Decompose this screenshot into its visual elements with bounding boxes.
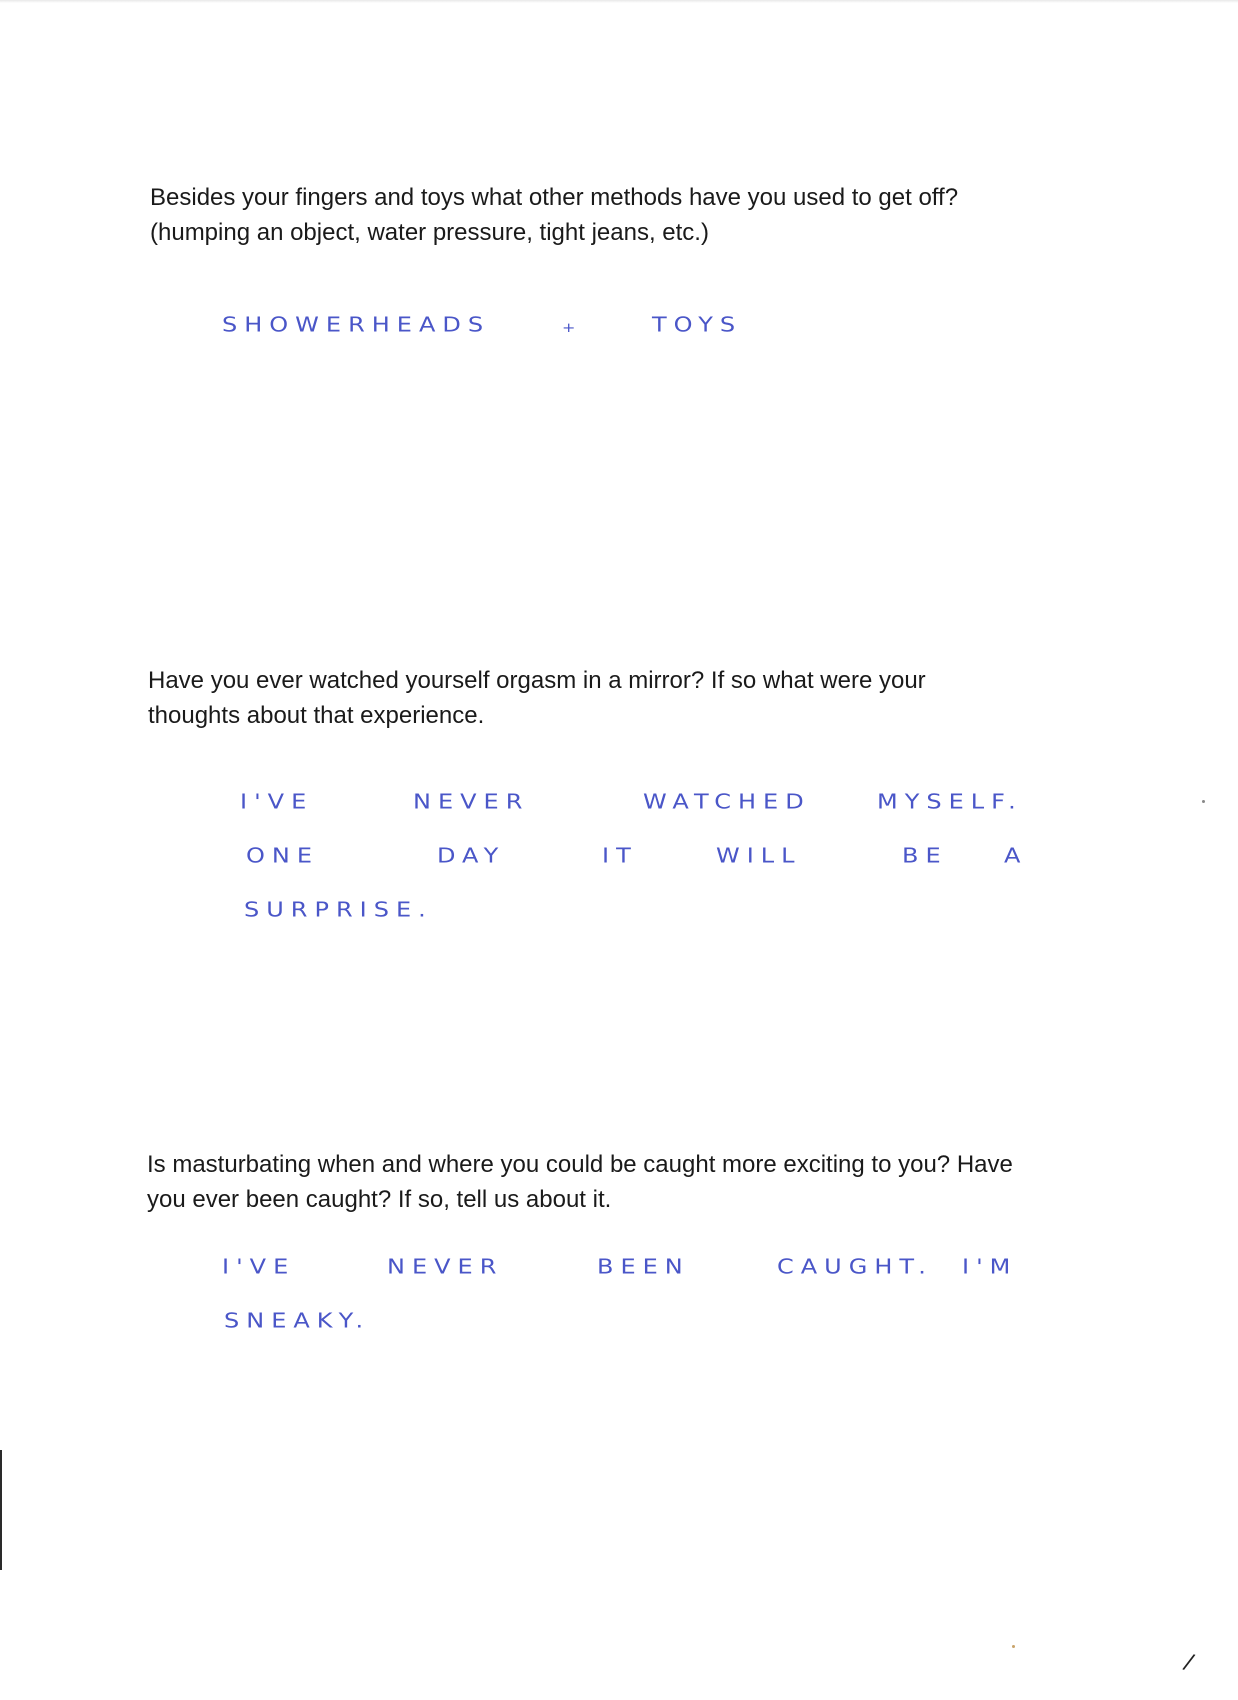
question-3-line-2: you ever been caught? If so, tell us about it.	[147, 1186, 612, 1213]
answer-2-line-2	[240, 844, 1100, 898]
answer-1	[222, 313, 1082, 367]
answer-word: BEEN	[597, 1255, 690, 1279]
answer-word: SHOWERHEADS	[222, 313, 491, 337]
question-2-line-2: thoughts about that experience.	[148, 702, 485, 729]
answer-word: I'M	[962, 1255, 1018, 1279]
answer-word: SURPRISE.	[244, 898, 433, 922]
answer-word: CAUGHT.	[777, 1255, 933, 1279]
question-2	[148, 663, 1108, 733]
question-1	[150, 180, 1110, 250]
answer-word: SNEAKY.	[224, 1309, 371, 1333]
answer-word: +	[562, 319, 583, 336]
answer-word: ONE	[246, 844, 320, 868]
scan-edge-top	[0, 0, 1238, 3]
answer-word: I'VE	[240, 790, 314, 814]
answer-1-line-1	[222, 313, 1082, 367]
scan-speck	[1012, 1645, 1015, 1648]
answer-word: BE	[902, 844, 948, 868]
answer-word: DAY	[437, 844, 506, 868]
pen-mark: /	[1180, 1649, 1197, 1676]
answer-word: MYSELF.	[877, 790, 1023, 814]
scan-speck	[1202, 800, 1205, 803]
question-2-line-1: Have you ever watched yourself orgasm in a mirror? If so what were your	[148, 667, 926, 694]
question-3	[147, 1147, 1107, 1217]
answer-2	[240, 790, 1100, 952]
answer-word: A	[1004, 844, 1028, 868]
answer-word: NEVER	[413, 790, 530, 814]
scan-edge-left	[0, 1450, 2, 1570]
answer-word: NEVER	[387, 1255, 504, 1279]
answer-2-line-3	[240, 898, 1100, 952]
answer-word: TOYS	[652, 313, 743, 337]
answer-3-line-1	[222, 1255, 1082, 1309]
answer-2-line-1	[240, 790, 1100, 844]
answer-3-line-2	[222, 1309, 1082, 1363]
answer-word: WILL	[716, 844, 802, 868]
question-3-line-1: Is masturbating when and where you could be caught more exciting to you? Have	[147, 1151, 1013, 1178]
question-1-line-2: (humping an object, water pressure, tight jeans, etc.)	[150, 219, 709, 246]
answer-word: IT	[602, 844, 638, 868]
question-1-line-1: Besides your fingers and toys what other methods have you used to get off?	[150, 184, 959, 211]
answer-word: I'VE	[222, 1255, 296, 1279]
answer-word: WATCHED	[643, 790, 811, 814]
answer-3	[222, 1255, 1082, 1363]
